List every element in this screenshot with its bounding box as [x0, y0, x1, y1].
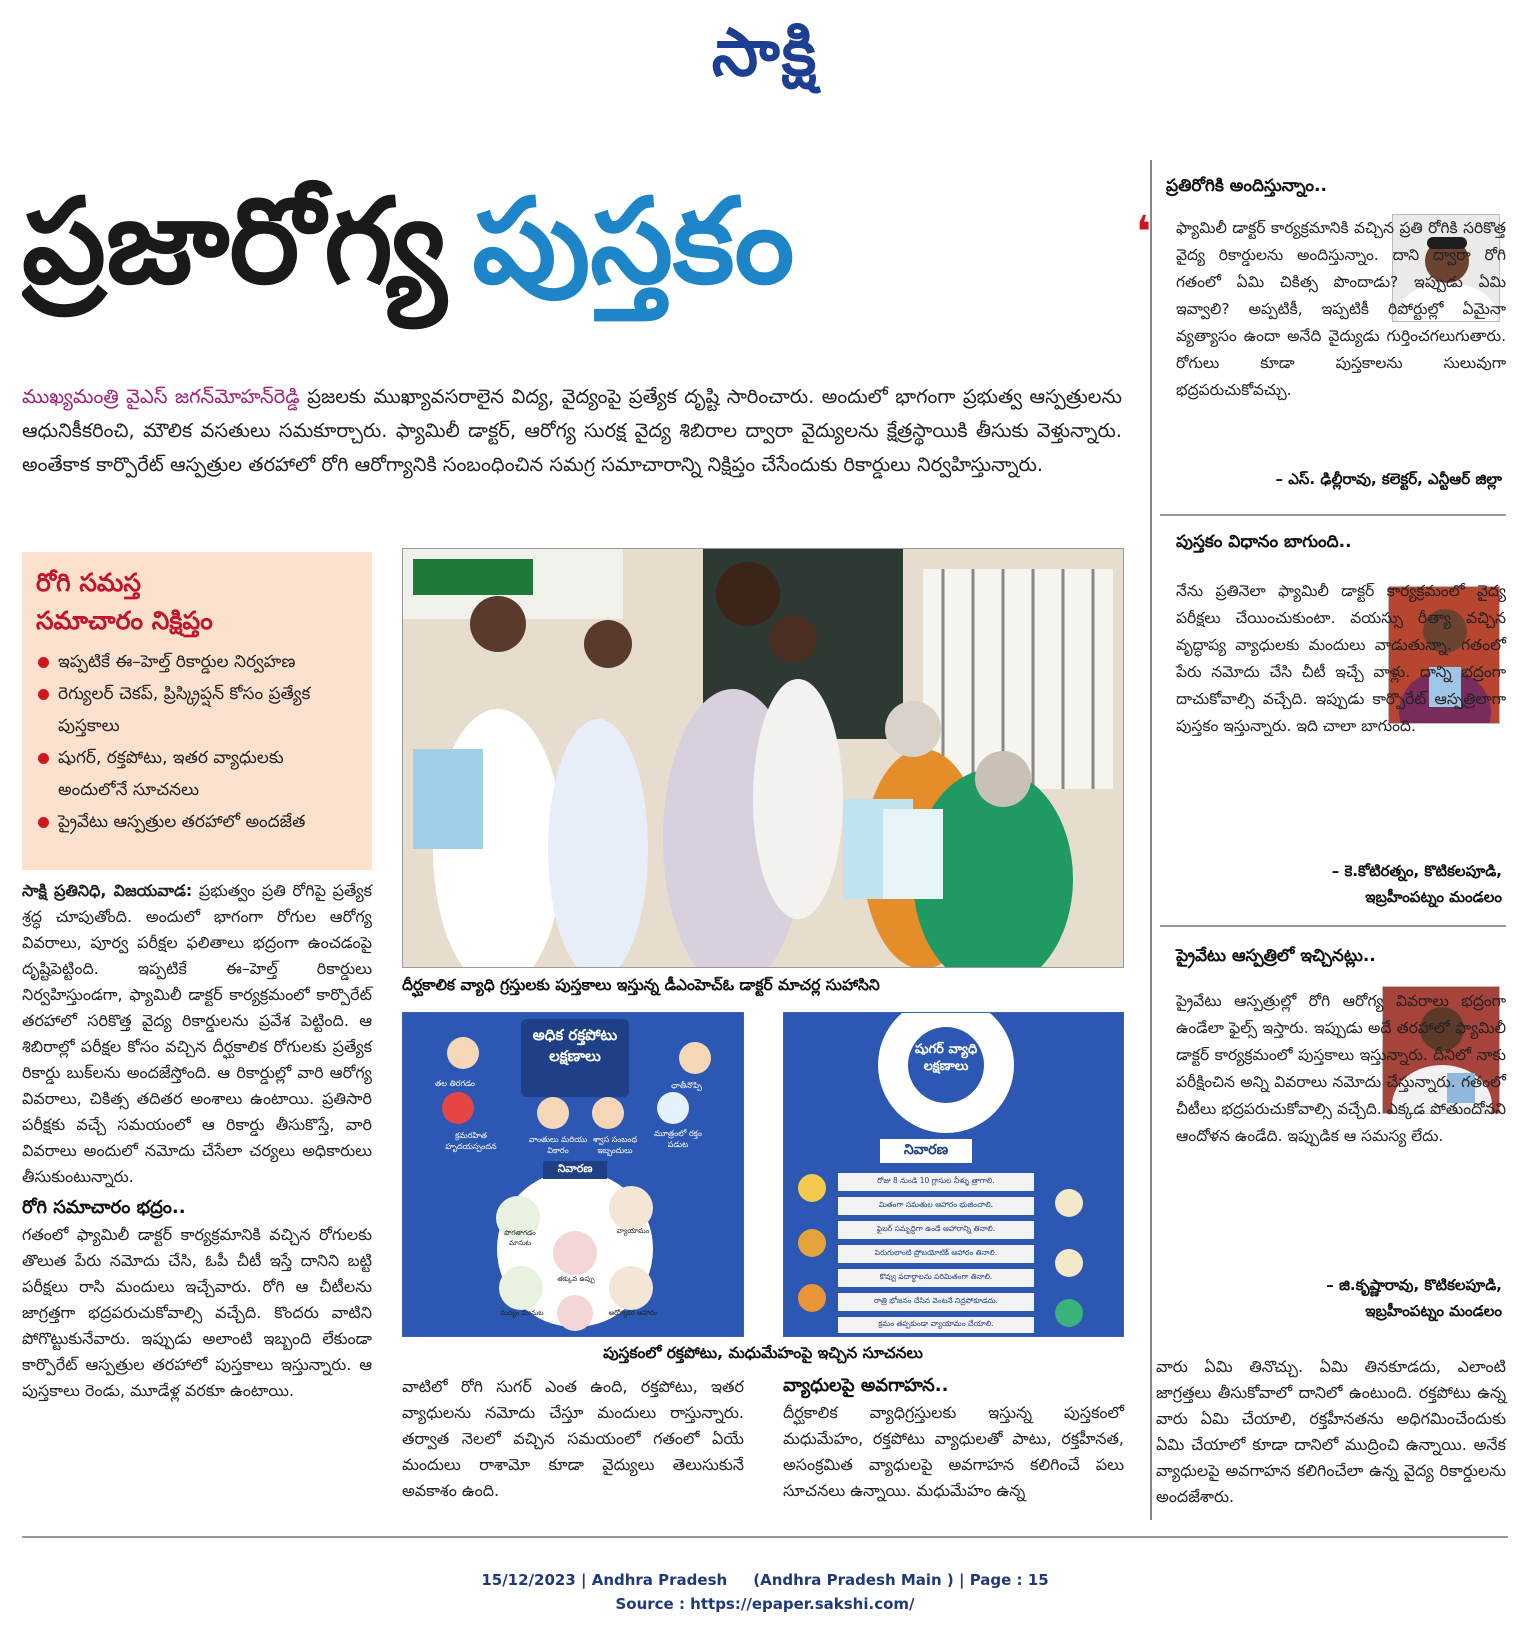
highlights-title-line2: సమాచారం నిక్షిప్తం [36, 606, 213, 635]
left-para1-text: ప్రభుత్వం ప్రతి రోగిపై ప్రత్యేక శ్రద్ధ చూపుతోంది. అందులో భాగంగా రోగుల ఆరోగ్య వివరాలు, పూర్వ పరీక్షల ఫలితాలు భద్రంగా ఉంచడంపై దృష్టిపెట్టింది. ఇప్పటికే ఈ–హెల్త్ రికార్డులు నిర్వహిస్తుండగా, ఫ్యామిలీ డాక్టర్ కార్యక్రమంలో కార్పొరేట్ తరహాలో సరికొత్త వైద్య రికార్డులను ప్రవేశ పెట్టింది. ఆ శిబిరాల్లో పరీక్షల కోసం వచ్చిన దీర్ఘకాలిక రోగులకు ప్రత్యేక రికార్డు బుక్‌లను అందజేస్తోంది. ఆ రికార్డుల్లో వారి ఆరోగ్య వివరాలు, చికిత్స తదితర అంశాలు ఉంటాయి. ప్రతిసారి పరీక్షకు వచ్చే సమయంలో ఆ రికార్డు తీసుకొస్తే, వారి వివరాలు అందులో నమోదు చేసేలా చర్యలు అధికారులు తీసుకుంటున్నారు. [22, 881, 372, 1186]
footer-edition: 15/12/2023 | Andhra Pradesh (Andhra Pradesh Main ) | Page : 15 [481, 1571, 1049, 1589]
quote2-title: పుస్తకం విధానం బాగుంది.. [1176, 532, 1352, 552]
highlights-title [36, 564, 358, 640]
diabetes-tip: రాత్రి భోజనం చేసిన వెంటనే నిద్రపోకూడదు. [873, 1296, 998, 1305]
bp-symptom: వాంతులు మరియు వికారం [528, 1135, 588, 1155]
infographic-caption: పుస్తకంలో రక్తపోటు, మధుమేహంపై ఇచ్చిన సూచనలు [603, 1344, 923, 1362]
diabetes-tip: ఫైబర్ సమృద్ధిగా ఉండే ఆహారాన్ని తినాలి. [876, 1224, 996, 1233]
headline-part1: ప్రజారోగ్య [22, 172, 447, 310]
column-divider [1150, 160, 1152, 1520]
mid-column-2 [783, 1372, 1124, 1504]
quote1-text-block [1176, 215, 1506, 404]
quote3-attr-line1: – జి.కృష్ణారావు, కొటికలపూడి, [1326, 1276, 1502, 1294]
bp-symptom: మూత్రంలో రక్తం పడుట [654, 1129, 702, 1149]
bp-symptom: తల తిరగడం [435, 1079, 475, 1088]
quote-mark-icon: ❛ [1136, 207, 1152, 258]
left-subhead: రోగి సమాచారం భద్రం.. [22, 1197, 186, 1218]
masthead-text: సాక్షి [711, 14, 819, 91]
quote2-text: నేను ప్రతినెలా ఫ్యామిలీ డాక్టర్ కార్యక్రమంలో వైద్య పరీక్షలు చేయించుకుంటా. వయస్సు రీత్యా వచ్చిన వృద్ధాప్య వ్యాధులకు మందులు వాడుతున్నా. గతంలో పేరు నమోదు చేసి చీటీ ఇచ్చే వాళ్లు. దాన్ని భద్రంగా దాచుకోవాల్సి వచ్చేది. ఇప్పుడు కార్పొరేట్ ఆస్పత్రిలాగా పుస్తకం ఇస్తున్నారు. ఇది చాలా బాగుంది. [1176, 582, 1506, 735]
intro-text: ప్రజలకు ముఖ్యావసరాలైన విద్య, వైద్యంపై ప్రత్యేక దృష్టి సారించారు. అందులో భాగంగా ప్రభుత్వ ఆస్పత్రులను ఆధునికీకరించి, మౌలిక వసతులు సమకూర్చారు. ఫ్యామిలీ డాక్టర్, ఆరోగ్య సురక్ష వైద్య శిబిరాల ద్వారా వైద్యులను క్షేత్రస్థాయికి తీసుకు వెళ్తున్నారు. అంతేకాక కార్పొరేట్ ఆస్పత్రుల తరహాలో రోగి ఆరోగ్యానికి సంబంధించిన సమగ్ర సమాచారాన్ని నిక్షిప్తం చేసేందుకు రికార్డులు నిర్వహిస్తున్నారు. [22, 385, 1122, 476]
footer [0, 1568, 1530, 1616]
photo-caption: దీర్ఘకాలిక వ్యాధి గ్రస్తులకు పుస్తకాలు ఇస్తున్న డీఎంహెచ్ఓ డాక్టర్ మాచర్ల సుహాసిని [402, 976, 880, 994]
diabetes-tip: క్రమం తప్పకుండా వ్యాయామం చేయాలి. [878, 1319, 994, 1328]
main-photo [402, 548, 1124, 968]
bp-prevention-item: తక్కువ ఉప్పు [557, 1275, 595, 1283]
diabetes-tip: రోజు 8 నుండి 10 గ్లాసుల నీళ్ళు త్రాగాలి. [877, 1176, 995, 1185]
quote-separator [1160, 514, 1506, 516]
masthead-logo [0, 14, 1530, 107]
left-para2: గతంలో ఫ్యామిలీ డాక్టర్ కార్యక్రమానికి వచ్చిన రోగులకు తొలుత పేరు నమోదు చేసి, ఓపీ చీటీ ఇస్తే దానిని బట్టి పరీక్షలు రాసి మందులు ఇచ్చేవారు. రోగి ఆ చీటీలను జాగ్రత్తగా భద్రపరుచుకోవాల్సి వచ్చేది. కొందరు వాటిని పోగొట్టుకునేవారు. ఇప్పుడు అలాంటి ఇబ్బంది లేకుండా కార్పొరేట్ ఆస్పత్రుల తరహాలో పుస్తకాలు ఇస్తున్నారు. ఆ పుస్తకాలు రెండు, మూడేళ్ల వరకూ ఉంటాయి. [22, 1225, 372, 1400]
photo-illustration [403, 549, 1124, 968]
quote3-text: ప్రైవేటు ఆస్పత్రుల్లో రోగి ఆరోగ్య వివరాలు భద్రంగా ఉండేలా ఫైల్స్ ఇస్తారు. ఇప్పుడు అదే తరహాలో ఫ్యామిలీ డాక్టర్ కార్యక్రమంలో పుస్తకాలు ఇస్తున్నారు. దీనిలో నాకు పరీక్షించిన అన్ని వివరాలు నమోదు చేస్తున్నారు. గతంలో చీటీలు భద్రపరుచుకోవాల్సి వచ్చేది. ఎక్కడ పోతుందోనని ఆందోళన ఉండేది. ఇప్పుడిక ఆ సమస్య లేదు. [1176, 992, 1506, 1145]
quote-separator [1160, 925, 1506, 927]
diabetes-tip: పెరుగులాంటి ప్రోబయోటిక్ ఆహారం తినాలి. [874, 1248, 998, 1257]
left-column [22, 878, 372, 1404]
bp-infographic [402, 1012, 744, 1337]
right-column-tail [1156, 1354, 1506, 1510]
bp-title: అధిక రక్తపోటు లక్షణాలు [532, 1026, 618, 1065]
footer-rule [22, 1536, 1508, 1538]
highlights-box [22, 552, 372, 870]
highlights-title-line1: రోగి సమస్త [36, 568, 141, 597]
highlight-item: ఇప్పటికే ఈ–హెల్త్ రికార్డుల నిర్వహణ [36, 646, 358, 678]
tail-text: వారు ఏమి తినొచ్చు. ఏమి తినకూడదు, ఎలాంటి జాగ్రత్తలు తీసుకోవాలో దానిలో ఉంటుంది. రక్తపోటు ఉన్న వారు ఏమి చేయాలి, రక్తహీనతను అధిగమించేందుకు ఏమి చేయాలో కూడా దానిలో ముద్రించి ఉన్నాయి. అనేక వ్యాధులపై అవగాహన కలిగించేలా ఉన్న వైద్య రికార్డులను అందజేశారు. [1156, 1357, 1506, 1506]
quote3-attr-line2: ఇబ్రహీంపట్నం మండలం [1365, 1302, 1502, 1320]
bp-prevention-title: నివారణ [557, 1162, 593, 1175]
bp-symptom: శ్వాస సంబంధ ఇబ్బందులు [592, 1135, 638, 1155]
bp-prevention-item: వ్యాయామం [616, 1227, 650, 1235]
bp-symptom: ఛాతీనొప్పి [671, 1081, 702, 1090]
bp-symptom: క్రమరహిత హృదయస్పందన [445, 1131, 497, 1151]
cm-name: ముఖ్యమంత్రి వైఎస్ జగన్‌మోహన్‌రెడ్డి [22, 385, 300, 408]
quote2-attr-line2: ఇబ్రహీంపట్నం మండలం [1365, 888, 1502, 906]
bp-prevention-item: పొగతాగడం మానుట [504, 1229, 536, 1247]
bp-prevention-item: ఆరోగ్యకర ఆహారం [608, 1309, 658, 1317]
highlight-item: షుగర్, రక్తపోటు, ఇతర వ్యాధులకు అందులోనే సూచనలు [36, 742, 358, 806]
highlight-item: ప్రైవేటు ఆస్పత్రుల తరహాలో అందజేత [36, 806, 358, 838]
mid-para1: వాటిలో రోగి సుగర్ ఎంత ఉంది, రక్తపోటు, ఇతర వ్యాధులను నమోదు చేస్తూ మందులు రాస్తున్నారు. తర్వాత నెలలో వచ్చిన సమయంలో గతంలో ఏయే మందులు రాశామో కూడా వైద్యులు తెలుసుకునే అవకాశం ఉంది. [402, 1377, 744, 1500]
headline [22, 172, 1142, 352]
quote2-attr-line1: – కె.కోటిరత్నం, కొటికలపూడి, [1331, 862, 1502, 880]
bp-prevention-item: మద్యం మానుట [500, 1309, 544, 1317]
quote3-text-block [1176, 988, 1506, 1150]
mid-para2: దీర్ఘకాలిక వ్యాధిగ్రస్తులకు ఇస్తున్న పుస్తకంలో మధుమేహం, రక్తపోటు వ్యాధులతో పాటు, రక్తహీనత, అసంక్రమిత వ్యాధులపై అవగాహన కలిగించే పలు సూచనలు ఉన్నాయి. మధుమేహం ఉన్న [783, 1403, 1124, 1500]
highlight-item: రెగ్యులర్ చెకప్, ప్రిస్క్రిప్షన్ కోసం ప్రత్యేక పుస్తకాలు [36, 678, 358, 742]
quote1-text: ఫ్యామిలీ డాక్టర్ కార్యక్రమానికి వచ్చిన ప్రతి రోగికి సరికొత్త వైద్య రికార్డులను అందిస్తున్నాం. దాని ద్వారా రోగి గతంలో ఏమి చికిత్స పొందాడు? ఇప్పుడు ఏమి ఇవ్వాలి? అప్పటికీ, ఇప్పటికీ రిపోర్టుల్లో ఏమైనా వ్యత్యాసం ఉందా అనేది వైద్యుడు గుర్తించగలుగుతారు. రోగులు కూడా పుస్తకాలను సులువుగా భద్రపరుచుకోవచ్చు. [1176, 219, 1506, 399]
quote3-title: ప్రైవేటు ఆస్పత్రిలో ఇచ్చినట్లు.. [1176, 946, 1376, 966]
highlights-list [36, 646, 358, 838]
footer-source[interactable]: Source : https://epaper.sakshi.com/ [615, 1595, 915, 1613]
diabetes-title: షుగర్ వ్యాధి లక్షణాలు [914, 1042, 978, 1074]
dateline: సాక్షి ప్రతినిధి, విజయవాడ: [22, 881, 193, 900]
diabetes-infographic [783, 1012, 1124, 1337]
quote3-attribution [1166, 1272, 1502, 1324]
left-para1 [22, 878, 372, 1190]
headline-part2: పుస్తకం [472, 172, 795, 310]
mid-subhead: వ్యాధులపై అవగాహన.. [783, 1375, 949, 1396]
quote2-attribution [1166, 858, 1502, 910]
mid-column-1 [402, 1374, 744, 1504]
diabetes-prevention-title: నివారణ [903, 1142, 949, 1158]
intro-paragraph [22, 380, 1122, 482]
quote1-title: ప్రతిరోగికి అందిస్తున్నాం.. [1166, 176, 1327, 196]
quote1-attribution: – ఎస్. ఢిల్లీరావు, కలెక్టర్, ఎన్టీఆర్ జిల్లా [1275, 470, 1502, 488]
quote2-text-block [1176, 578, 1506, 740]
diabetes-tip: కొవ్వు పదార్థాలను పరిమితంగా తినాలి. [879, 1272, 993, 1281]
diabetes-tip: మితంగా సమతుల ఆహారం భుజించాలి. [878, 1200, 994, 1209]
